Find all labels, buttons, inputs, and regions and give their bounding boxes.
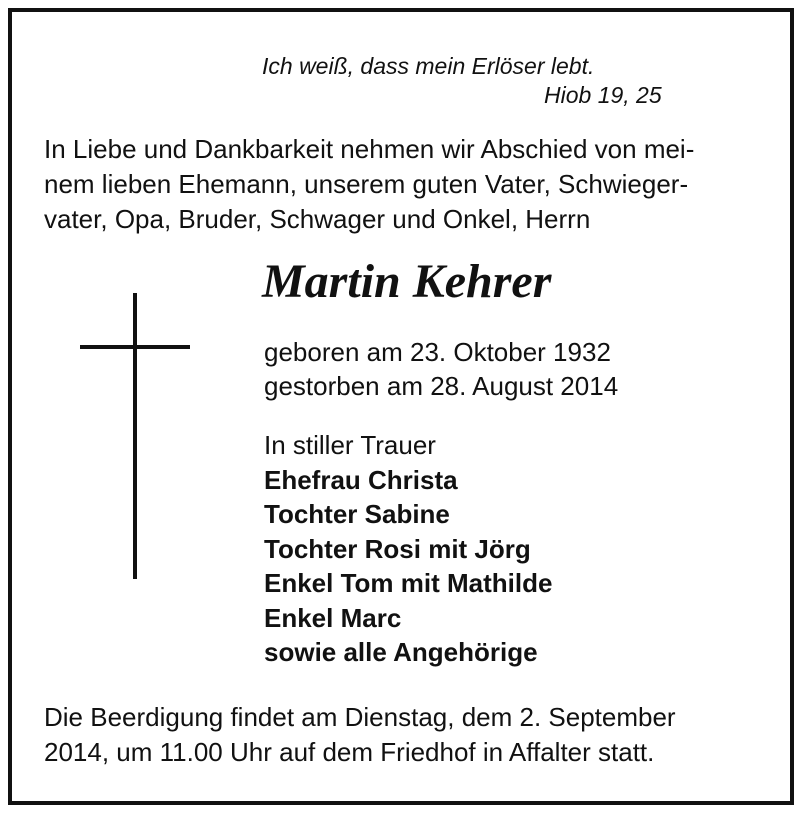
bible-verse bbox=[262, 52, 662, 110]
birth-date: geboren am 23. Oktober 1932 bbox=[264, 337, 611, 367]
intro-line: nem lieben Ehemann, unserem guten Vater, Schwieger- bbox=[44, 169, 689, 199]
mourning-lead: In stiller Trauer bbox=[264, 430, 436, 460]
mourner-item: Ehefrau Christa bbox=[264, 464, 458, 495]
mourner-item: Tochter Sabine bbox=[264, 499, 450, 529]
funeral-line: 2014, um 11.00 Uhr auf dem Friedhof in Affalter statt. bbox=[44, 737, 655, 767]
verse-text: Ich weiß, dass mein Erlöser lebt. bbox=[262, 53, 595, 79]
funeral-details bbox=[44, 700, 760, 770]
life-dates bbox=[264, 335, 618, 403]
mourner-item: Tochter Rosi mit Jörg bbox=[264, 533, 531, 564]
cross-icon bbox=[80, 293, 190, 579]
mourner-item: Enkel Marc bbox=[264, 602, 402, 633]
deceased-name: Martin Kehrer bbox=[262, 255, 552, 308]
cross-horizontal-beam bbox=[80, 345, 190, 349]
cross-vertical-beam bbox=[133, 293, 137, 579]
intro-line: vater, Opa, Bruder, Schwager und Onkel, Herrn bbox=[44, 204, 591, 234]
mourners-list bbox=[264, 428, 552, 670]
mourner-item: Enkel Tom mit Mathilde bbox=[264, 568, 553, 598]
death-date: gestorben am 28. August 2014 bbox=[264, 371, 619, 401]
intro-line: In Liebe und Dankbarkeit nehmen wir Abschied von mei- bbox=[44, 134, 695, 164]
intro-paragraph bbox=[44, 132, 760, 237]
verse-reference: Hiob 19, 25 bbox=[544, 82, 662, 108]
funeral-line: Die Beerdigung findet am Dienstag, dem 2. September bbox=[44, 702, 676, 732]
mourner-item: sowie alle Angehörige bbox=[264, 637, 538, 667]
